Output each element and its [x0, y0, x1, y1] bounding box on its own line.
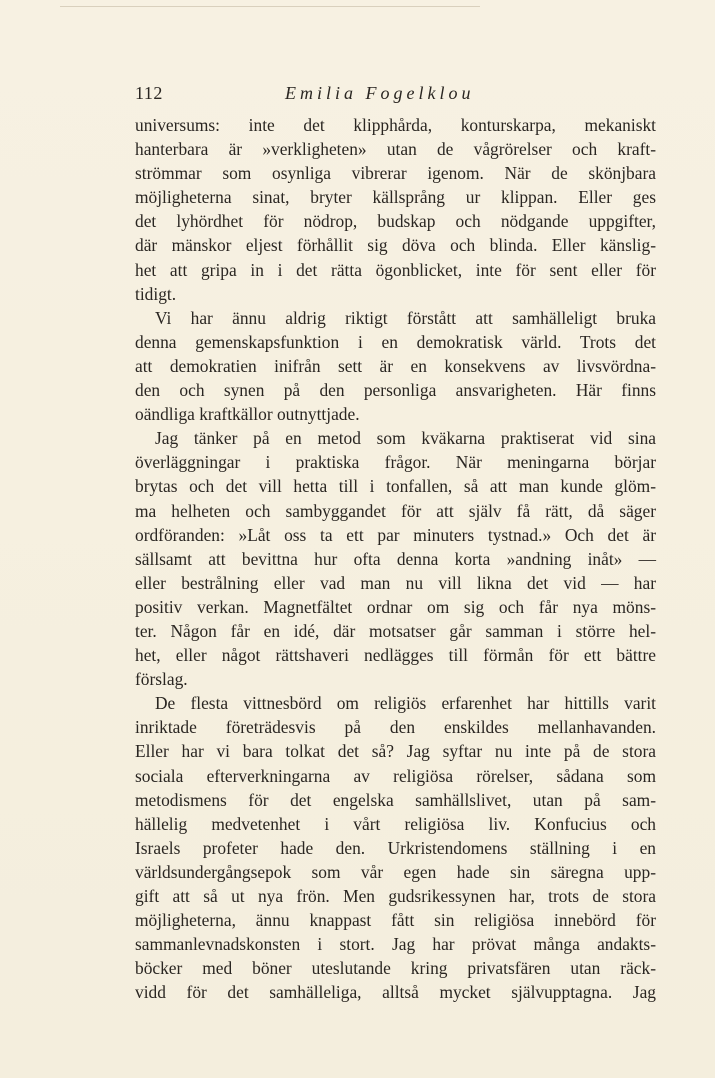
text-line: gift att så ut nya frön. Men gudsrikessynen har, trots de stora [135, 886, 656, 906]
page-edge-line [60, 6, 480, 7]
text-line: sammanlevnadskonsten i stort. Jag har prövat många andakts- [135, 934, 656, 955]
body-text [135, 113, 656, 1004]
text-line: sällsamt att bevittna hur ofta denna korta »andning inåt» — [135, 548, 656, 569]
text-line: vidd för det samhälleliga, alltså mycket självupptagna. Jag [135, 982, 656, 1003]
text-line: tidigt. [135, 283, 177, 304]
text-line: denna gemenskapsfunktion i en demokratisk värld. Trots det [135, 331, 656, 352]
text-line: oändliga kraftkällor outnyttjade. [135, 404, 360, 425]
text-line: metodismens för det engelska samhällslivet, utan på sam- [135, 789, 656, 810]
text-line: strömmar som osynliga vibrerar igenom. När de skönjbara [135, 163, 656, 184]
page-header [135, 83, 655, 107]
text-line: den och synen på den personliga ansvarigheten. Här finns [135, 380, 656, 401]
text-line: Vi har ännu aldrig riktigt förstått att samhälleligt bruka [155, 307, 656, 328]
running-head: Emilia Fogelklou [285, 83, 475, 103]
text-line: eller bestrålning eller vad man nu vill likna det vid — har [135, 572, 656, 593]
text-line: förslag. [135, 669, 188, 690]
text-line: där mänskor eljest förhållit sig döva och blinda. Eller känslig- [135, 235, 656, 256]
text-line: inriktade företrädesvis på den enskildes mellanhavanden. [135, 717, 656, 738]
text-line: positiv verkan. Magnetfältet ordnar om sig och får nya möns- [135, 596, 656, 617]
text-line: ordföranden: »Låt oss ta ett par minuters tystnad.» Och det är [135, 524, 656, 545]
text-line: att demokratien inifrån sett är en konsekvens av livsvördna- [135, 355, 656, 376]
text-line: hällelig medvetenhet i vårt religiösa liv. Konfucius och [135, 813, 656, 834]
text-line: överläggningar i praktiska frågor. När meningarna börjar [135, 452, 656, 473]
text-line: het att gripa in i det rätta ögonblicket, inte för sent eller för [135, 259, 656, 280]
text-line: De flesta vittnesbörd om religiös erfarenhet har hittills varit [155, 693, 656, 714]
text-line: het, eller något rättshaveri nedlägges till förmån för ett bättre [135, 645, 656, 666]
text-line: världsundergångsepok som vår egen hade sin säregna upp- [135, 861, 656, 882]
page-number: 112 [135, 83, 163, 103]
text-line: ter. Någon får en idé, där motsatser går samman i större hel- [135, 620, 656, 641]
text-line: Eller har vi bara tolkat det så? Jag syftar nu inte på de stora [135, 741, 656, 762]
text-line: ma helheten och sambyggandet för att själv få rätt, då säger [135, 500, 656, 521]
text-line: böcker med böner uteslutande kring privatsfären utan räck- [135, 958, 656, 979]
text-line: brytas och det vill hetta till i tonfallen, så att man kunde glöm- [135, 476, 656, 497]
text-line: universums: inte det klipphårda, konturskarpa, mekaniskt [135, 115, 656, 135]
text-line: sociala efterverkningarna av religiösa rörelser, sådana som [135, 765, 656, 786]
text-line: möjligheterna, ännu knappast fått sin religiösa innebörd för [135, 910, 656, 931]
text-line: det lyhördhet för nödrop, budskap och nödgande uppgifter, [135, 211, 656, 232]
text-line: hanterbara är »verkligheten» utan de vågrörelser och kraft- [135, 139, 656, 160]
text-line: Israels profeter hade den. Urkristendomens ställning i en [135, 837, 656, 858]
text-line: möjligheterna sinat, bryter källsprång ur klippan. Eller ges [135, 187, 656, 208]
text-line: Jag tänker på en metod som kväkarna praktiserat vid sina [155, 428, 656, 449]
